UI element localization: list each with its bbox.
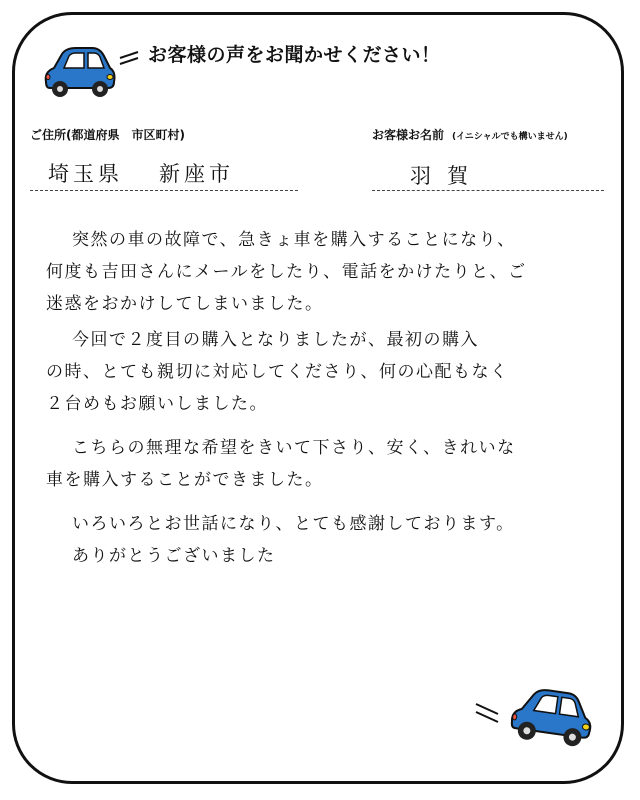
message-paragraph-1 [46,224,527,320]
car-icon [505,685,597,753]
page-title: お客様の声をお聞かせください！ [148,44,441,66]
name-label-note: (イニシャルでも構いません) [452,132,568,142]
address-label: ご住所(都道府県 市区町村) [30,128,185,142]
name-label-text: お客様お名前 [372,128,445,142]
speed-lines-icon [474,700,504,730]
message-line: こちらの無理な希望をきいて下さり、安く、きれいな [72,438,516,458]
message-paragraph-3 [46,432,516,496]
message-line: 車を購入することができました。 [46,470,324,490]
address-underline [30,190,298,191]
name-value: 羽賀 [410,164,484,188]
message-line: 今回で２度目の購入となりましたが、最初の購入 [72,330,479,350]
message-line: ２台めもお願いしました。 [46,394,268,414]
message-line: 何度も吉田さんにメールをしたり、電話をかけたりと、ご [46,262,527,282]
message-line: の時、とても親切に対応してくださり、何の心配もなく [46,362,509,382]
address-value [48,158,234,188]
message-paragraph-4 [46,508,515,572]
message-line: 突然の車の故障で、急きょ車を購入することになり、 [72,230,516,250]
message-paragraph-2 [46,324,509,420]
car-icon [40,44,118,108]
message-line: いろいろとお世話になり、とても感謝しております。 [72,514,515,534]
message-line: 迷惑をおかけしてしまいました。 [46,294,324,314]
address-prefecture: 埼玉県 [48,162,123,186]
speed-lines-icon [118,50,142,74]
message-line: ありがとうございました [72,546,276,566]
name-label [372,126,568,143]
name-underline [372,190,604,191]
address-city: 新座市 [159,162,234,186]
